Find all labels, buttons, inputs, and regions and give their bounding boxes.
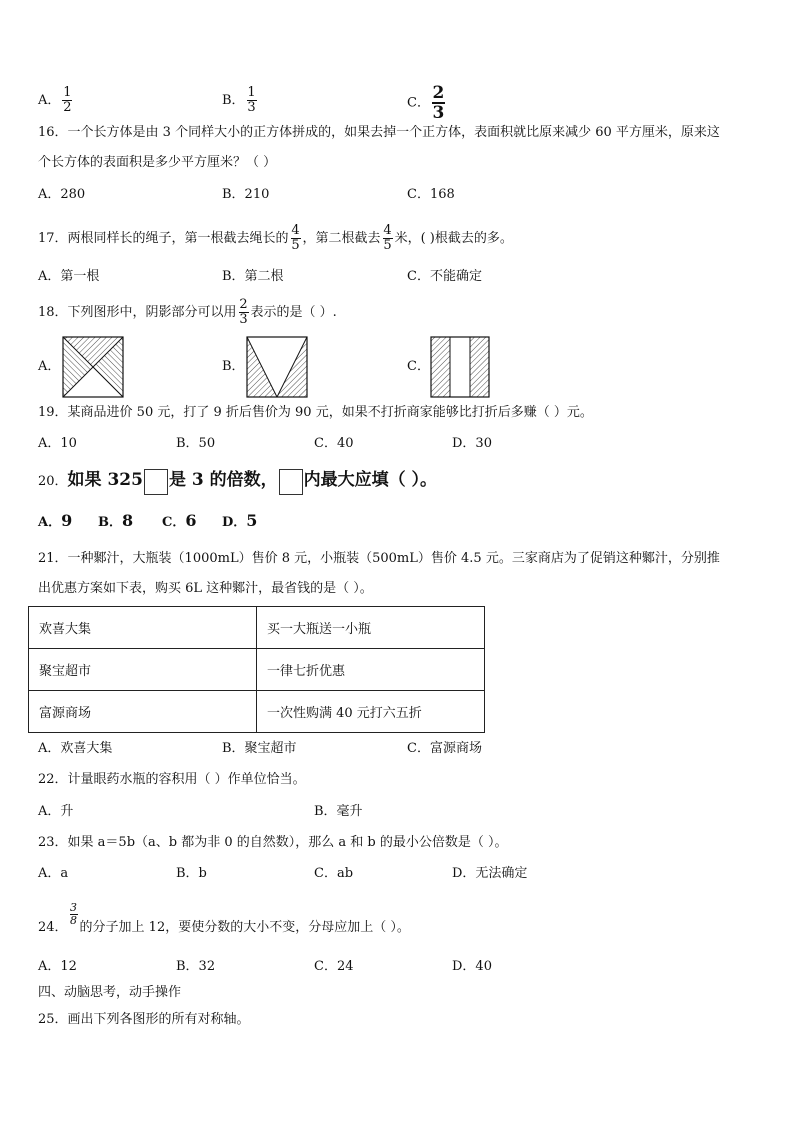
q22-option-b: B．毫升 <box>314 804 363 819</box>
q21-option-b: B．聚宝超市 <box>222 741 297 756</box>
q23-option-b: B．b <box>176 866 207 881</box>
q23-option-c: C．ab <box>314 866 354 881</box>
q19-option-b: B．50 <box>176 436 216 451</box>
q16-option-b: B．210 <box>222 187 270 202</box>
fraction: $\frac{1}{3}$ <box>247 85 256 115</box>
q19-stem: 19．某商品进价 50 元，打了 9 折后售价为 90 元，如果不打折商家能够比打折后多赚（ ）元。 <box>38 405 593 420</box>
answer-box <box>279 469 303 495</box>
table-cell: 一律七折优惠 <box>257 649 485 691</box>
q19-option-d: D．30 <box>452 436 492 451</box>
q15-option-a: A． $\frac{1}{2}$ <box>38 85 72 115</box>
fraction: $\frac{2}{3}$ <box>432 83 445 123</box>
q24-option-d: D．40 <box>452 959 492 974</box>
q21-stem-line2: 出优惠方案如下表，购买 6L 这种鄹汁，最省钱的是（ ）。 <box>38 581 373 596</box>
q24-stem: 24． $\frac{3}{8}$ 的分子加上 12，要使分数的大小不变，分母应加上（ ）。 <box>38 901 410 935</box>
q16-stem-line1: 16．一个长方体是由 3 个同样大小的正方体拼成的，如果去掉一个正方体，表面积就比原来减少 60 平方厘米，原来这 <box>38 125 720 140</box>
q21-option-c: C．富源商场 <box>407 741 482 756</box>
q16-option-a: A．280 <box>38 187 86 202</box>
table-cell: 欢喜大集 <box>29 607 257 649</box>
table-row <box>29 649 485 691</box>
q16-stem-line2: 个长方体的表面积是多少平方厘米？（ ） <box>38 155 277 170</box>
table-cell: 聚宝超市 <box>29 649 257 691</box>
fraction: $\frac{4}{5}$ <box>291 223 300 253</box>
table-row <box>29 607 485 649</box>
q17-stem: 17．两根同样长的绳子，第一根截去绳长的 $\frac{4}{5}$ ，第二根截去 $\frac{4}{5}$ 米，( )根截去的多。 <box>38 223 513 253</box>
q20-option-b: B．8 <box>98 511 134 530</box>
q18-option-a: A． <box>38 359 61 374</box>
fraction: $\frac{3}{8}$ <box>70 901 78 927</box>
q20-stem: 20．如果 325 是 3 的倍数， 内最大应填（ ）。 <box>38 468 437 495</box>
q15-option-b: B． $\frac{1}{3}$ <box>222 85 256 115</box>
q18-figure-c <box>430 336 490 398</box>
q17-option-a: A．第一根 <box>38 269 100 284</box>
q23-stem: 23．如果 a＝5b（a、b 都为非 0 的自然数），那么 a 和 b 的最小公倍数是（ ）。 <box>38 835 508 850</box>
table-cell: 买一大瓶送一小瓶 <box>257 607 485 649</box>
promotion-table <box>28 606 485 733</box>
table-row <box>29 691 485 733</box>
q19-option-a: A．10 <box>38 436 77 451</box>
q15-option-c: C． $\frac{2}{3}$ <box>407 83 445 123</box>
fraction: $\frac{1}{2}$ <box>63 85 72 115</box>
q19-option-c: C．40 <box>314 436 354 451</box>
fraction: $\frac{2}{3}$ <box>239 297 248 327</box>
q23-option-a: A．a <box>38 866 69 881</box>
q16-option-c: C．168 <box>407 187 455 202</box>
q18-stem: 18．下列图形中，阴影部分可以用 $\frac{2}{3}$ 表示的是（ ）. <box>38 297 337 327</box>
section-heading: 四、动脑思考，动手操作 <box>38 985 182 1000</box>
q20-option-c: C．6 <box>162 511 197 530</box>
q24-option-c: C．24 <box>314 959 354 974</box>
fraction: $\frac{4}{5}$ <box>383 223 392 253</box>
q18-figure-b <box>246 336 308 398</box>
q17-option-b: B．第二根 <box>222 269 284 284</box>
q21-stem-line1: 21．一种鄹汁，大瓶装（1000mL）售价 8 元，小瓶装（500mL）售价 4.5 元。三家商店为了促销这种鄹汁，分别推 <box>38 551 720 566</box>
q22-stem: 22．计量眼药水瓶的容积用（ ）作单位恰当。 <box>38 772 306 787</box>
q18-figure-a <box>62 336 124 398</box>
q22-option-a: A．升 <box>38 804 74 819</box>
table-cell: 富源商场 <box>29 691 257 733</box>
q18-option-b: B． <box>222 359 245 374</box>
q20-option-a: A．9 <box>38 511 73 530</box>
answer-box <box>144 469 168 495</box>
q25-stem: 25．画出下列各图形的所有对称轴。 <box>38 1012 250 1027</box>
q24-option-b: B．32 <box>176 959 216 974</box>
q24-option-a: A．12 <box>38 959 77 974</box>
q17-option-c: C．不能确定 <box>407 269 482 284</box>
q21-option-a: A．欢喜大集 <box>38 741 113 756</box>
table-cell: 一次性购满 40 元打六五折 <box>257 691 485 733</box>
q23-option-d: D．无法确定 <box>452 866 528 881</box>
q18-option-c: C． <box>407 359 430 374</box>
q20-option-d: D．5 <box>222 511 258 530</box>
